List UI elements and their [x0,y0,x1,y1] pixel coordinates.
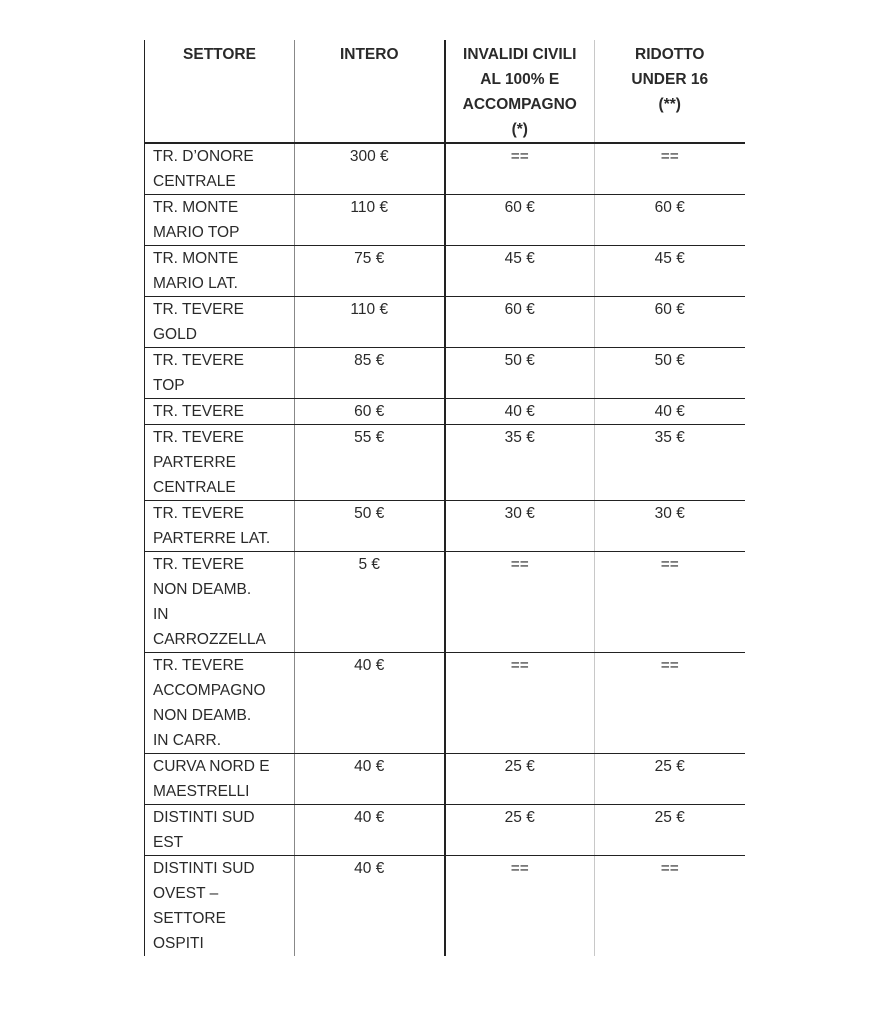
price-table-document [144,40,744,956]
table-row [145,754,745,805]
cell-invalidi: == [445,856,595,957]
cell-ridotto: 40 € [595,399,745,425]
table-row [145,348,745,399]
cell-intero: 5 € [295,552,445,653]
cell-invalidi: == [445,143,595,195]
cell-settore: CURVA NORD E MAESTRELLI [145,754,295,805]
cell-intero: 40 € [295,856,445,957]
cell-invalidi: 25 € [445,754,595,805]
cell-settore: TR. TEVERE NON DEAMB. IN CARROZZELLA [145,552,295,653]
cell-settore: TR. MONTE MARIO LAT. [145,246,295,297]
table-row [145,501,745,552]
cell-settore: TR. TEVERE GOLD [145,297,295,348]
cell-ridotto: 45 € [595,246,745,297]
cell-intero: 75 € [295,246,445,297]
cell-settore: TR. D’ONORE CENTRALE [145,143,295,195]
table-header-row [145,40,745,143]
header-settore: SETTORE [145,40,295,143]
cell-settore: TR. TEVERE PARTERRE CENTRALE [145,425,295,501]
cell-ridotto: 50 € [595,348,745,399]
table-row [145,805,745,856]
table-row [145,246,745,297]
cell-ridotto: 25 € [595,805,745,856]
cell-settore: TR. TEVERE TOP [145,348,295,399]
table-row [145,856,745,957]
table-row [145,425,745,501]
cell-intero: 300 € [295,143,445,195]
cell-intero: 40 € [295,805,445,856]
table-row [145,399,745,425]
cell-ridotto: 30 € [595,501,745,552]
cell-settore: TR. MONTE MARIO TOP [145,195,295,246]
price-table [144,40,745,956]
cell-ridotto: == [595,143,745,195]
cell-settore: TR. TEVERE [145,399,295,425]
table-row [145,297,745,348]
cell-invalidi: 60 € [445,195,595,246]
cell-ridotto: 60 € [595,297,745,348]
cell-intero: 110 € [295,195,445,246]
table-row [145,195,745,246]
table-row [145,653,745,754]
cell-ridotto: == [595,653,745,754]
cell-intero: 55 € [295,425,445,501]
cell-invalidi: 25 € [445,805,595,856]
cell-settore: DISTINTI SUD OVEST – SETTORE OSPITI [145,856,295,957]
cell-invalidi: == [445,552,595,653]
cell-settore: TR. TEVERE ACCOMPAGNO NON DEAMB. IN CARR. [145,653,295,754]
cell-invalidi: 30 € [445,501,595,552]
cell-invalidi: 40 € [445,399,595,425]
header-intero: INTERO [295,40,445,143]
cell-intero: 50 € [295,501,445,552]
cell-invalidi: 35 € [445,425,595,501]
cell-invalidi: 50 € [445,348,595,399]
cell-invalidi: == [445,653,595,754]
cell-ridotto: 35 € [595,425,745,501]
table-row [145,552,745,653]
header-ridotto: RIDOTTO UNDER 16 (**) [595,40,745,143]
cell-intero: 40 € [295,754,445,805]
table-row [145,143,745,195]
cell-intero: 85 € [295,348,445,399]
cell-invalidi: 45 € [445,246,595,297]
cell-intero: 40 € [295,653,445,754]
cell-settore: DISTINTI SUD EST [145,805,295,856]
header-invalidi: INVALIDI CIVILI AL 100% E ACCOMPAGNO (*) [445,40,595,143]
cell-ridotto: == [595,552,745,653]
cell-ridotto: 60 € [595,195,745,246]
cell-ridotto: == [595,856,745,957]
cell-ridotto: 25 € [595,754,745,805]
cell-intero: 110 € [295,297,445,348]
cell-invalidi: 60 € [445,297,595,348]
cell-intero: 60 € [295,399,445,425]
cell-settore: TR. TEVERE PARTERRE LAT. [145,501,295,552]
